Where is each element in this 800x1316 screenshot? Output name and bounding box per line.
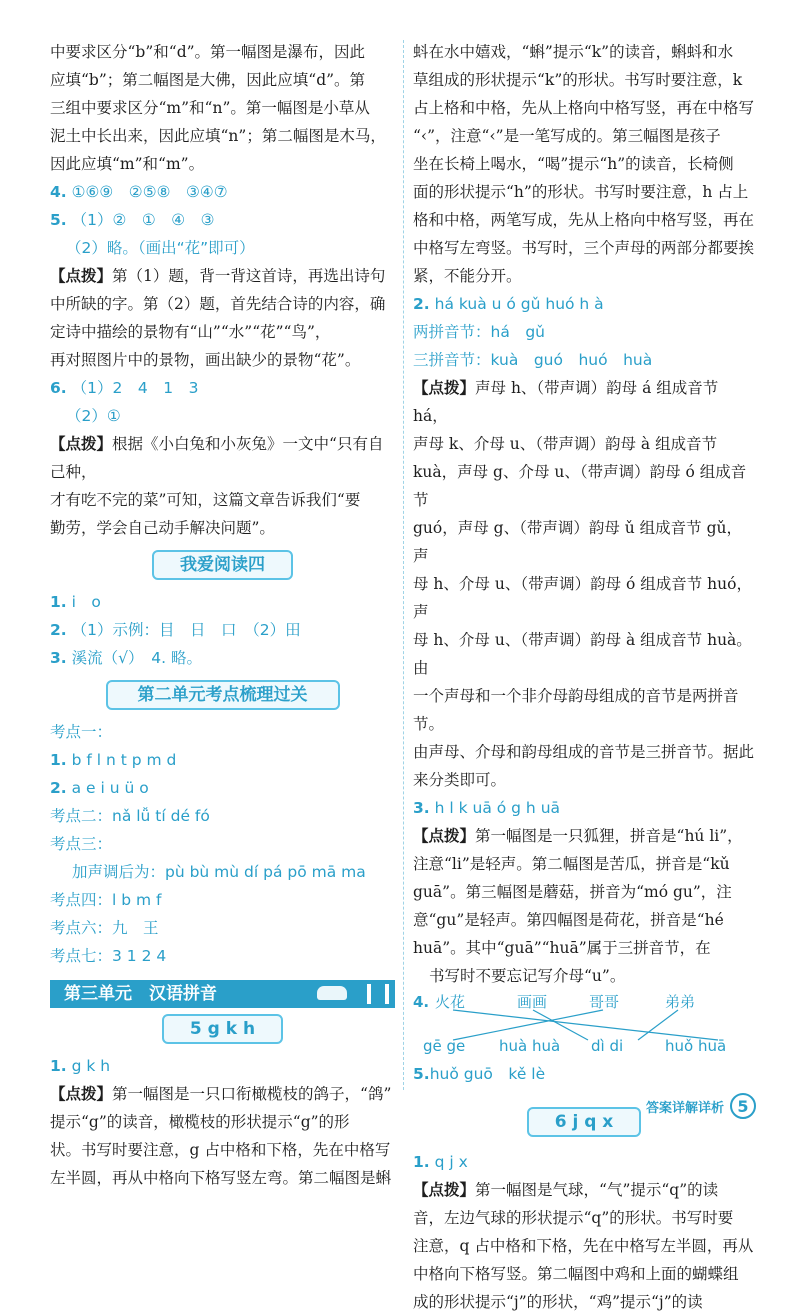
kaodian-4: 考点四：l b m f	[50, 891, 162, 909]
text-line: 由声母、介母和韵母组成的音节是三拼音节。据此	[413, 743, 755, 761]
left-column	[50, 38, 395, 1192]
text-line: 一个声母和一个非介母韵母组成的音节是两拼音节。	[413, 687, 739, 733]
match-top-2: 画画	[517, 993, 548, 1011]
text-line: 中格写左弯竖。书写时，三个声母的两部分都要挨	[413, 239, 755, 257]
text-line: 才有吃不完的菜”可知，这篇文章告诉我们“要	[50, 491, 361, 509]
text-line: 面的形状提示“h”的形状。书写时要注意，h 占上	[413, 183, 749, 201]
text-line: 状。书写时要注意，g 占中格和下格，先在中格写	[50, 1141, 391, 1159]
match-bottom-2: huà huà	[499, 1037, 561, 1055]
text-line: 成的形状提示“j”的形状，“鸡”提示“j”的读	[413, 1293, 703, 1311]
text-line: 占上格和中格，先从上格向中格写竖，再在中格写	[413, 99, 755, 117]
text-line: 意“gu”是轻声。第四幅图是荷花，拼音是“hé	[413, 911, 724, 929]
kaodian-3-label: 考点三：	[50, 835, 113, 853]
kaodian-2: 考点二：nǎ lǚ tí dé fó	[50, 807, 210, 825]
match-bottom-1: gē ge	[423, 1037, 466, 1055]
text-line: 提示“g”的读音，橄榄枝的形状提示“g”的形	[50, 1113, 350, 1131]
reading-answer-1: 1. i o	[50, 593, 101, 611]
unit-title-bar: 第三单元 汉语拼音	[50, 980, 395, 1008]
match-bottom-4: huǒ huā	[665, 1037, 727, 1055]
match-top-3: 哥哥	[589, 993, 620, 1011]
answer-6: 6. （1）2 4 1 3	[50, 379, 199, 397]
answer-6-part2: （2）①	[66, 407, 121, 425]
tip-6: 【点拨】根据《小白兔和小灰兔》一文中“只有自己种，	[50, 434, 384, 481]
tip-5: 【点拨】第（1）题，背一背这首诗，再选出诗句	[50, 266, 386, 285]
kaodian-1-label: 考点一：	[50, 723, 113, 741]
page-footer	[646, 1093, 756, 1119]
text-line: 注意“li”是轻声。第二幅图是苦瓜，拼音是“kǔ	[413, 855, 730, 873]
text-line: 母 h、介母 u、（带声调）韵母 ó 组成音节 huó，声	[413, 575, 752, 621]
text-line: huā”。其中“guā”“huā”属于三拼音节，在	[413, 939, 711, 957]
text-line: 中格向下格写竖。第二幅图中鸡和上面的蝴蝶组	[413, 1265, 739, 1283]
matching-exercise: 4. 火花 画画 哥哥 弟弟 gē ge huà huà dì di huǒ huā	[413, 990, 755, 1060]
text-line: 泥土中长出来，因此应填“n”；第二幅图是木马，	[50, 127, 386, 145]
lesson-banner: 5 g k h	[50, 1014, 395, 1044]
lesson6-answer-1: 1. q j x	[413, 1153, 468, 1171]
text-line: 左半圆，再从中格向下格写竖左弯。第二幅图是蝌	[50, 1169, 392, 1187]
answer-5: 5. （1）② ① ④ ③	[50, 211, 215, 229]
reading-answer-3: 3. 溪流（√） 4. 略。	[50, 649, 202, 667]
kaodian-6: 考点六：九 王	[50, 919, 159, 937]
tip-2: 【点拨】声母 h、（带声调）韵母 á 组成音节 há，	[413, 378, 719, 425]
text-line: 音，左边气球的形状提示“q”的形状。书写时要	[413, 1209, 734, 1227]
text-line: 蚪在水中嬉戏，“蝌”提示“k”的读音，蝌蚪和水	[413, 43, 734, 61]
reading-answer-2: 2. （1）示例：目 日 口 （2）田	[50, 621, 301, 639]
tip-lesson5: 【点拨】第一幅图是一只口衔橄榄枝的鸽子，“鸽”	[50, 1084, 392, 1103]
footer-title: 答案详解详析	[645, 1100, 724, 1116]
tip-3: 【点拨】第一幅图是一只狐狸，拼音是“hú li”，	[413, 826, 743, 845]
text-line: 定诗中描绘的景物有“山”“水”“花”“鸟”，	[50, 323, 331, 341]
kaodian-1-2: 2. a e i u ü o	[50, 779, 149, 797]
text-line: 声母 k、介母 u、（带声调）韵母 à 组成音节	[413, 435, 718, 453]
lesson5-answer-1: 1. g k h	[50, 1057, 111, 1075]
two-syllable: 两拼音节：há gǔ	[413, 323, 545, 341]
answer-3: 3. h l k uā ó g h uā	[413, 799, 561, 817]
text-line: 母 h、介母 u、（带声调）韵母 à 组成音节 huà。由	[413, 631, 752, 677]
page-number: 5	[730, 1093, 756, 1119]
answer-5-part2: （2）略。（画出“花”即可）	[66, 239, 255, 257]
text-line: 紧，不能分开。	[413, 267, 522, 285]
stripes-decoration	[367, 984, 389, 1004]
text-line: 应填“b”；第二幅图是大佛，因此应填“d”。第	[50, 71, 366, 89]
text-line: 格和中格，两笔写成，先从上格向中格写竖，再在	[413, 211, 755, 229]
section-banner: 第二单元考点梳理过关	[50, 680, 395, 710]
text-line: 坐在长椅上喝水，“喝”提示“h”的读音，长椅侧	[413, 155, 734, 173]
answer-5-right: 5.huǒ guō kě lè	[413, 1065, 546, 1083]
lesson-banner: 6 j q x	[413, 1104, 755, 1140]
text-line: guó，声母 g、（带声调）韵母 ǔ 组成音节 gǔ，声	[413, 519, 743, 565]
text-line: guā”。第三幅图是蘑菇，拼音为“mó gu”，注	[413, 883, 732, 901]
text-line: 因此应填“m”和“m”。	[50, 155, 205, 173]
text-line: 书写时不要忘记写介母“u”。	[429, 967, 626, 985]
match-top-1: 火花	[435, 993, 466, 1011]
match-top-4: 弟弟	[665, 993, 696, 1011]
column-divider	[403, 40, 404, 1090]
answer-2: 2. há kuà u ó gǔ huó h à	[413, 295, 604, 313]
text-line: 再对照图片中的景物，画出缺少的景物“花”。	[50, 351, 361, 369]
text-line: “‹”，注意“‹”是一笔写成的。第三幅图是孩子	[413, 127, 721, 145]
text-line: kuà，声母 g、介母 u、（带声调）韵母 ó 组成音节	[413, 463, 747, 509]
section-banner: 我爱阅读四	[50, 550, 395, 580]
text-line: 勤劳，学会自己动手解决问题”。	[50, 519, 275, 537]
text-line: 中要求区分“b”和“d”。第一幅图是瀑布，因此	[50, 43, 366, 61]
text-line: 中所缺的字。第（2）题，首先结合诗的内容，确	[50, 295, 386, 313]
right-column	[413, 38, 755, 1316]
three-syllable: 三拼音节：kuà guó huó huà	[413, 351, 653, 369]
tip-lesson6: 【点拨】第一幅图是气球，“气”提示“q”的读	[413, 1180, 719, 1199]
car-icon	[317, 986, 347, 1000]
text-line: 草组成的形状提示“k”的形状。书写时要注意，k	[413, 71, 743, 89]
kaodian-1-1: 1. b f l n t p m d	[50, 751, 177, 769]
match-bottom-3: dì di	[591, 1037, 624, 1055]
text-line: 来分类即可。	[413, 771, 507, 789]
kaodian-3-text: 加声调后为：pù bù mù dí pá pō mā ma	[72, 863, 366, 881]
text-line: 注意，q 占中格和下格，先在中格写左半圆，再从	[413, 1237, 754, 1255]
answer-4: 4. ①⑥⑨ ②⑤⑧ ③④⑦	[50, 183, 228, 201]
text-line: 三组中要求区分“m”和“n”。第一幅图是小草从	[50, 99, 370, 117]
kaodian-7: 考点七：3 1 2 4	[50, 947, 167, 965]
